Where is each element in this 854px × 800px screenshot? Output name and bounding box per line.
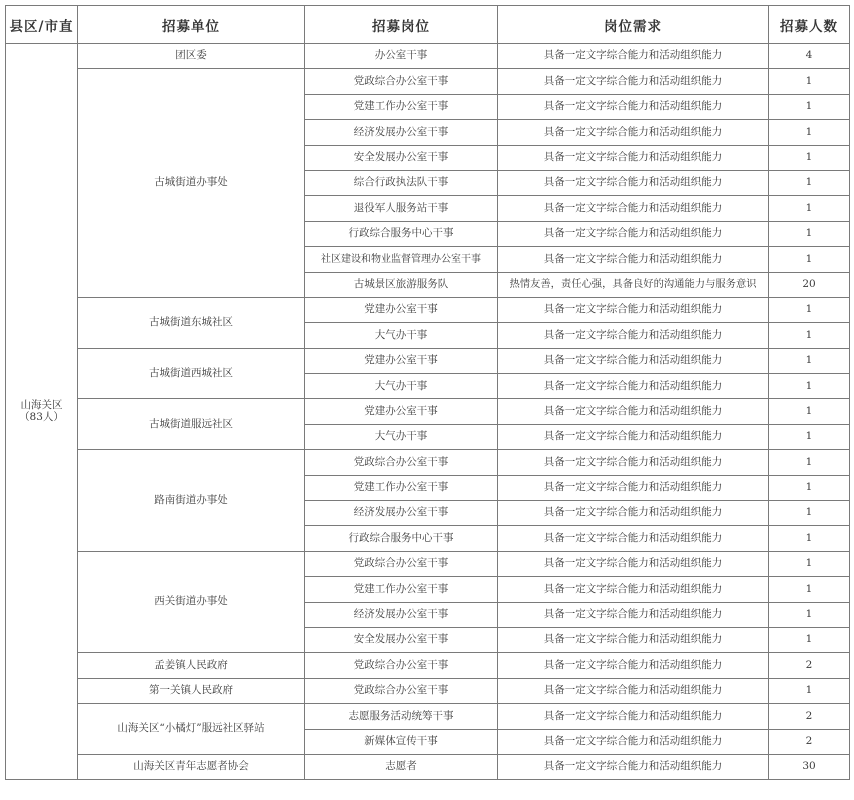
position-cell: 新媒体宣传干事 bbox=[305, 729, 498, 754]
count-cell: 1 bbox=[769, 374, 850, 399]
header-unit: 招募单位 bbox=[78, 6, 305, 44]
requirement-cell: 具备一定文字综合能力和活动组织能力 bbox=[498, 577, 769, 602]
requirement-cell: 具备一定文字综合能力和活动组织能力 bbox=[498, 145, 769, 170]
requirement-cell: 具备一定文字综合能力和活动组织能力 bbox=[498, 323, 769, 348]
table-row bbox=[6, 450, 850, 475]
count-cell: 1 bbox=[769, 602, 850, 627]
requirement-cell: 具备一定文字综合能力和活动组织能力 bbox=[498, 754, 769, 779]
unit-cell: 孟姜镇人民政府 bbox=[78, 653, 305, 678]
unit-cell: 古城街道西城社区 bbox=[78, 348, 305, 399]
requirement-cell: 具备一定文字综合能力和活动组织能力 bbox=[498, 247, 769, 272]
table-row bbox=[6, 653, 850, 678]
count-cell: 1 bbox=[769, 627, 850, 652]
position-cell: 行政综合服务中心干事 bbox=[305, 526, 498, 551]
requirement-cell: 具备一定文字综合能力和活动组织能力 bbox=[498, 44, 769, 69]
position-cell: 志愿服务活动统筹干事 bbox=[305, 704, 498, 729]
count-cell: 1 bbox=[769, 170, 850, 195]
position-cell: 党建办公室干事 bbox=[305, 348, 498, 373]
header-row bbox=[6, 6, 850, 44]
requirement-cell: 具备一定文字综合能力和活动组织能力 bbox=[498, 424, 769, 449]
unit-cell: 古城街道服远社区 bbox=[78, 399, 305, 450]
position-cell: 经济发展办公室干事 bbox=[305, 501, 498, 526]
count-cell: 1 bbox=[769, 577, 850, 602]
position-cell: 党政综合办公室干事 bbox=[305, 69, 498, 94]
position-cell: 党建办公室干事 bbox=[305, 399, 498, 424]
table-row bbox=[6, 44, 850, 69]
count-cell: 30 bbox=[769, 754, 850, 779]
requirement-cell: 具备一定文字综合能力和活动组织能力 bbox=[498, 399, 769, 424]
count-cell: 2 bbox=[769, 704, 850, 729]
requirement-cell: 具备一定文字综合能力和活动组织能力 bbox=[498, 221, 769, 246]
requirement-cell: 热情友善，责任心强，具备良好的沟通能力与服务意识 bbox=[498, 272, 769, 297]
requirement-cell: 具备一定文字综合能力和活动组织能力 bbox=[498, 94, 769, 119]
table-row bbox=[6, 69, 850, 94]
position-cell: 古城景区旅游服务队 bbox=[305, 272, 498, 297]
district-cell bbox=[6, 44, 78, 780]
position-cell: 党政综合办公室干事 bbox=[305, 551, 498, 576]
table-row bbox=[6, 348, 850, 373]
unit-cell: 山海关区“小橘灯”服远社区驿站 bbox=[78, 704, 305, 755]
requirement-cell: 具备一定文字综合能力和活动组织能力 bbox=[498, 196, 769, 221]
count-cell: 1 bbox=[769, 196, 850, 221]
recruitment-table bbox=[5, 5, 850, 780]
position-cell: 大气办干事 bbox=[305, 374, 498, 399]
count-cell: 1 bbox=[769, 323, 850, 348]
requirement-cell: 具备一定文字综合能力和活动组织能力 bbox=[498, 729, 769, 754]
count-cell: 1 bbox=[769, 348, 850, 373]
count-cell: 4 bbox=[769, 44, 850, 69]
count-cell: 1 bbox=[769, 221, 850, 246]
district-total: （83人） bbox=[19, 410, 64, 423]
position-cell: 党政综合办公室干事 bbox=[305, 653, 498, 678]
count-cell: 1 bbox=[769, 678, 850, 703]
position-cell: 安全发展办公室干事 bbox=[305, 145, 498, 170]
requirement-cell: 具备一定文字综合能力和活动组织能力 bbox=[498, 297, 769, 322]
position-cell: 党建办公室干事 bbox=[305, 297, 498, 322]
requirement-cell: 具备一定文字综合能力和活动组织能力 bbox=[498, 501, 769, 526]
count-cell: 1 bbox=[769, 94, 850, 119]
header-position: 招募岗位 bbox=[305, 6, 498, 44]
position-cell: 党政综合办公室干事 bbox=[305, 678, 498, 703]
position-cell: 办公室干事 bbox=[305, 44, 498, 69]
header-count: 招募人数 bbox=[769, 6, 850, 44]
position-cell: 党建工作办公室干事 bbox=[305, 94, 498, 119]
requirement-cell: 具备一定文字综合能力和活动组织能力 bbox=[498, 475, 769, 500]
unit-cell: 山海关区青年志愿者协会 bbox=[78, 754, 305, 779]
position-cell: 退役军人服务站干事 bbox=[305, 196, 498, 221]
table-body bbox=[6, 44, 850, 780]
table-row bbox=[6, 678, 850, 703]
position-cell: 大气办干事 bbox=[305, 323, 498, 348]
requirement-cell: 具备一定文字综合能力和活动组织能力 bbox=[498, 678, 769, 703]
position-cell: 经济发展办公室干事 bbox=[305, 602, 498, 627]
position-cell: 行政综合服务中心干事 bbox=[305, 221, 498, 246]
count-cell: 20 bbox=[769, 272, 850, 297]
count-cell: 1 bbox=[769, 424, 850, 449]
position-cell: 综合行政执法队干事 bbox=[305, 170, 498, 195]
requirement-cell: 具备一定文字综合能力和活动组织能力 bbox=[498, 704, 769, 729]
position-cell: 党建工作办公室干事 bbox=[305, 475, 498, 500]
table-row bbox=[6, 297, 850, 322]
count-cell: 1 bbox=[769, 247, 850, 272]
count-cell: 1 bbox=[769, 399, 850, 424]
position-cell: 社区建设和物业监督管理办公室干事 bbox=[305, 247, 498, 272]
requirement-cell: 具备一定文字综合能力和活动组织能力 bbox=[498, 653, 769, 678]
table-row bbox=[6, 754, 850, 779]
position-cell: 大气办干事 bbox=[305, 424, 498, 449]
position-cell: 党政综合办公室干事 bbox=[305, 450, 498, 475]
requirement-cell: 具备一定文字综合能力和活动组织能力 bbox=[498, 526, 769, 551]
count-cell: 1 bbox=[769, 69, 850, 94]
count-cell: 1 bbox=[769, 145, 850, 170]
count-cell: 1 bbox=[769, 297, 850, 322]
requirement-cell: 具备一定文字综合能力和活动组织能力 bbox=[498, 374, 769, 399]
count-cell: 1 bbox=[769, 551, 850, 576]
count-cell: 1 bbox=[769, 450, 850, 475]
count-cell: 2 bbox=[769, 729, 850, 754]
table-row bbox=[6, 399, 850, 424]
unit-cell: 团区委 bbox=[78, 44, 305, 69]
requirement-cell: 具备一定文字综合能力和活动组织能力 bbox=[498, 551, 769, 576]
header-requirement: 岗位需求 bbox=[498, 6, 769, 44]
district-name: 山海关区 bbox=[20, 399, 63, 412]
requirement-cell: 具备一定文字综合能力和活动组织能力 bbox=[498, 450, 769, 475]
unit-cell: 路南街道办事处 bbox=[78, 450, 305, 552]
table-row bbox=[6, 551, 850, 576]
position-cell: 党建工作办公室干事 bbox=[305, 577, 498, 602]
unit-cell: 古城街道办事处 bbox=[78, 69, 305, 298]
requirement-cell: 具备一定文字综合能力和活动组织能力 bbox=[498, 120, 769, 145]
count-cell: 1 bbox=[769, 526, 850, 551]
position-cell: 经济发展办公室干事 bbox=[305, 120, 498, 145]
requirement-cell: 具备一定文字综合能力和活动组织能力 bbox=[498, 348, 769, 373]
requirement-cell: 具备一定文字综合能力和活动组织能力 bbox=[498, 627, 769, 652]
count-cell: 1 bbox=[769, 475, 850, 500]
position-cell: 志愿者 bbox=[305, 754, 498, 779]
requirement-cell: 具备一定文字综合能力和活动组织能力 bbox=[498, 602, 769, 627]
count-cell: 1 bbox=[769, 120, 850, 145]
requirement-cell: 具备一定文字综合能力和活动组织能力 bbox=[498, 170, 769, 195]
position-cell: 安全发展办公室干事 bbox=[305, 627, 498, 652]
unit-cell: 古城街道东城社区 bbox=[78, 297, 305, 348]
table-row bbox=[6, 704, 850, 729]
unit-cell: 西关街道办事处 bbox=[78, 551, 305, 653]
count-cell: 2 bbox=[769, 653, 850, 678]
header-district: 县区/市直 bbox=[6, 6, 78, 44]
requirement-cell: 具备一定文字综合能力和活动组织能力 bbox=[498, 69, 769, 94]
unit-cell: 第一关镇人民政府 bbox=[78, 678, 305, 703]
count-cell: 1 bbox=[769, 501, 850, 526]
